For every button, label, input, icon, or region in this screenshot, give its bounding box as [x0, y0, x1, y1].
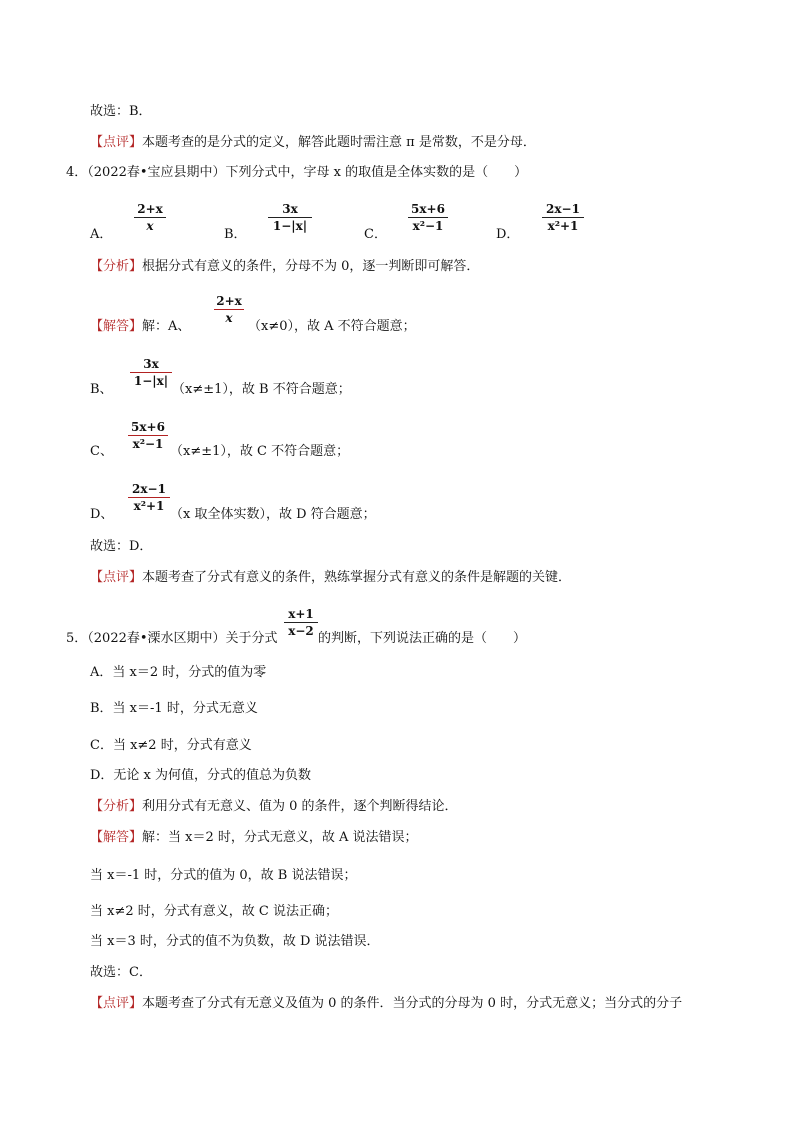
- fraction-bar: [268, 217, 312, 218]
- q5-solution-line-4: 当 x＝3 时，分式的值不为负数，故 D 说法错误．: [90, 934, 380, 949]
- q4-solution-b-fraction: [130, 357, 172, 388]
- fraction-bar: [128, 497, 170, 498]
- analysis-text: 根据分式有意义的条件，分母不为 0，逐一判断即可解答．: [142, 259, 480, 274]
- fraction-bar: [214, 309, 244, 310]
- denominator: 1−|x|: [133, 374, 169, 388]
- q5-stem-pre: 5．（2022春•溧水区期中）关于分式: [66, 631, 278, 646]
- q4-solution-b-note: （x≠±1），故 B 不符合题意；: [172, 382, 351, 397]
- numerator: 3x: [143, 357, 159, 371]
- q4-option-d-letter: D．: [496, 227, 520, 242]
- numerator: 3x: [282, 202, 298, 216]
- fraction-bar: [128, 435, 168, 436]
- q4-solution-c-label: C、: [90, 444, 113, 459]
- analysis-tag: 【分析】: [90, 799, 143, 814]
- q4-solution-a-note: （x≠0），故 A 不符合题意；: [248, 319, 416, 334]
- numerator: 5x+6: [131, 420, 165, 434]
- q4-analysis: [90, 258, 479, 276]
- denominator: x: [225, 311, 233, 325]
- solution-text: 解：当 x＝2 时，分式无意义，故 A 说法错误；: [142, 830, 418, 845]
- analysis-tag: 【分析】: [90, 259, 143, 274]
- analysis-text: 利用分式有无意义、值为 0 的条件，逐个判断得结论．: [142, 799, 458, 814]
- comment-tag: 【点评】: [90, 570, 143, 585]
- q4-solution-d-fraction: [128, 482, 170, 513]
- denominator: x²−1: [412, 219, 444, 233]
- comment-tag: 【点评】: [90, 996, 143, 1011]
- q5-option-b: B．当 x＝-1 时，分式无意义: [90, 701, 258, 716]
- q4-option-a-letter: A．: [90, 227, 113, 242]
- q4-solution-d-label: D、: [90, 507, 114, 522]
- fraction-bar: [408, 217, 448, 218]
- q4-option-d-fraction: [542, 202, 584, 233]
- solution-lead: 解：A、: [142, 319, 191, 334]
- fraction-bar: [284, 622, 318, 623]
- q3-answer: 故选：B．: [90, 104, 152, 119]
- denominator: x−2: [288, 624, 314, 638]
- denominator: x²+1: [547, 219, 579, 233]
- comment-text: 本题考查了分式有无意义及值为 0 的条件．当分式的分母为 0 时，分式无意义；当分式的分子: [142, 996, 683, 1011]
- q4-option-c-letter: C．: [364, 227, 387, 242]
- numerator: 2x−1: [132, 482, 166, 496]
- q5-stem-fraction: [284, 607, 318, 638]
- denominator: x²+1: [133, 499, 165, 513]
- q4-solution-c-fraction: [128, 420, 168, 451]
- numerator: 2x−1: [546, 202, 580, 216]
- numerator: 2+x: [137, 202, 163, 216]
- comment-tag: 【点评】: [90, 135, 143, 150]
- q4-answer: 故选：D．: [90, 539, 153, 554]
- q4-solution-b-label: B、: [90, 382, 113, 397]
- q5-solution-line-3: 当 x≠2 时，分式有意义，故 C 说法正确；: [90, 904, 338, 919]
- fraction-bar: [134, 217, 166, 218]
- denominator: x: [146, 219, 154, 233]
- denominator: x²−1: [132, 437, 164, 451]
- q5-solution-line-2: 当 x＝-1 时，分式的值为 0，故 B 说法错误；: [90, 868, 357, 883]
- q5-option-d: D．无论 x 为何值，分式的值总为负数: [90, 768, 312, 783]
- q4-solution-d-note: （x 取全体实数），故 D 符合题意；: [170, 507, 376, 522]
- comment-text: 本题考查了分式有意义的条件，熟练掌握分式有意义的条件是解题的关键．: [142, 570, 572, 585]
- q4-option-b-fraction: [268, 202, 312, 233]
- q4-stem: 4．（2022春•宝应县期中）下列分式中，字母 x 的取值是全体实数的是（ ）: [66, 165, 528, 180]
- q5-stem-post: 的判断，下列说法正确的是（ ）: [318, 631, 527, 646]
- numerator: 2+x: [216, 294, 242, 308]
- q5-answer: 故选：C．: [90, 965, 152, 980]
- solution-tag: 【解答】: [90, 319, 143, 334]
- q4-solution-a: [90, 318, 190, 336]
- numerator: 5x+6: [411, 202, 445, 216]
- q5-analysis: [90, 798, 458, 816]
- q4-solution-c-note: （x≠±1），故 C 不符合题意；: [170, 444, 350, 459]
- q5-option-a: A．当 x＝2 时，分式的值为零: [90, 665, 267, 680]
- q5-solution-line-1: [90, 829, 418, 847]
- fraction-bar: [130, 372, 172, 373]
- q4-option-b-letter: B．: [224, 227, 247, 242]
- q4-solution-a-fraction: [214, 294, 244, 325]
- q4-comment: [90, 569, 571, 587]
- q5-comment: [90, 995, 682, 1013]
- q4-option-c-fraction: [408, 202, 448, 233]
- q4-option-a-fraction: [134, 202, 166, 233]
- numerator: x+1: [288, 607, 314, 621]
- denominator: 1−|x|: [272, 219, 308, 233]
- fraction-bar: [542, 217, 584, 218]
- solution-tag: 【解答】: [90, 830, 143, 845]
- comment-text: 本题考查的是分式的定义，解答此题时需注意 π 是常数，不是分母．: [142, 135, 536, 150]
- q5-option-c: C．当 x≠2 时，分式有意义: [90, 738, 252, 753]
- q3-comment: [90, 134, 536, 152]
